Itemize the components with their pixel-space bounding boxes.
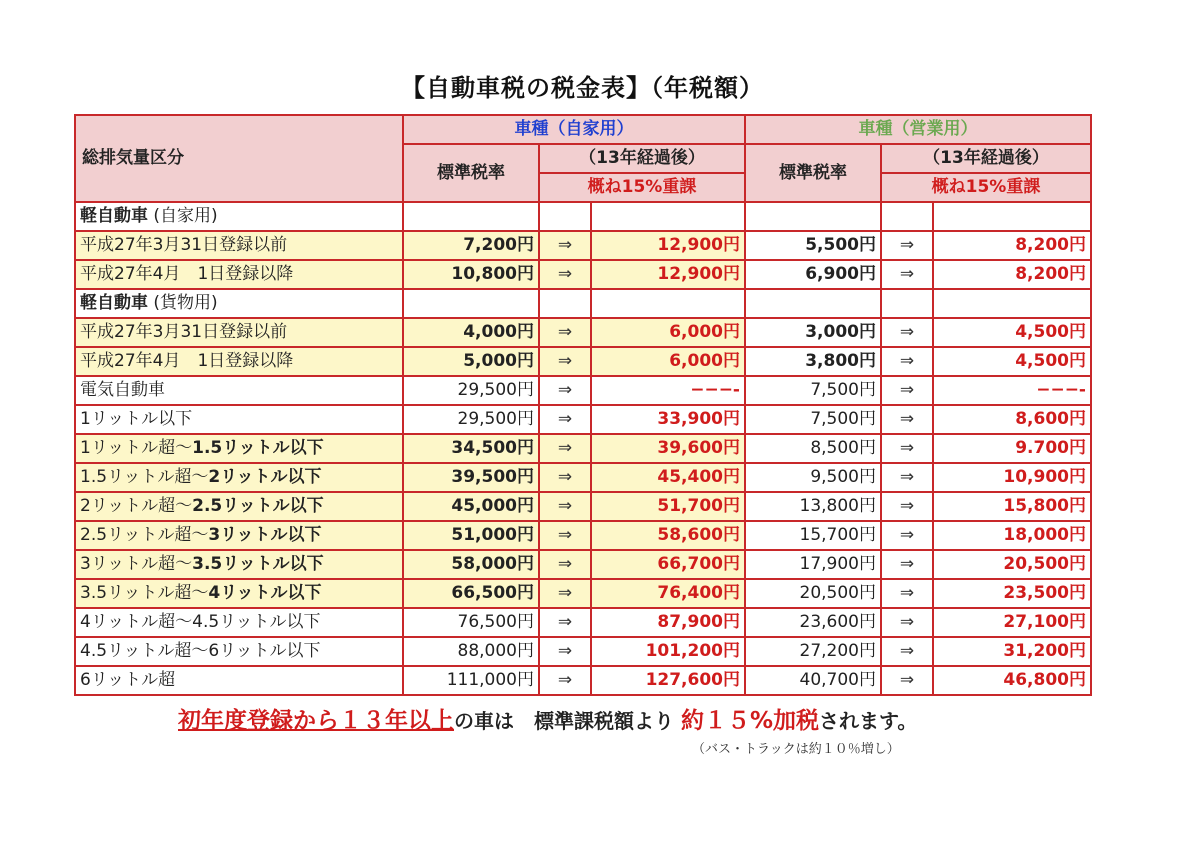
arrow-icon: ⇒	[539, 231, 591, 260]
commercial-surcharge-value: 31,200円	[933, 637, 1091, 666]
row-label: 1リットル超～1.5リットル以下	[75, 434, 403, 463]
commercial-surcharge-value: 8,200円	[933, 260, 1091, 289]
private-surcharge-value: 51,700円	[591, 492, 745, 521]
commercial-standard-rate-header: 標準税率	[745, 144, 881, 202]
commercial-surcharge-value: 46,800円	[933, 666, 1091, 695]
arrow-icon: ⇒	[539, 579, 591, 608]
private-standard-value: 5,000円	[403, 347, 539, 376]
arrow-icon: ⇒	[539, 347, 591, 376]
private-standard-value: 51,000円	[403, 521, 539, 550]
private-surcharge-value: 76,400円	[591, 579, 745, 608]
commercial-standard-value: 27,200円	[745, 637, 881, 666]
private-surcharge-value: 12,900円	[591, 231, 745, 260]
table-row	[75, 260, 1091, 289]
page-title: 【自動車税の税金表】（年税額）	[401, 74, 764, 102]
arrow-icon: ⇒	[539, 260, 591, 289]
arrow-icon: ⇒	[881, 376, 933, 405]
arrow-icon: ⇒	[881, 666, 933, 695]
arrow-icon: ⇒	[539, 666, 591, 695]
row-label: 平成27年3月31日登録以前	[75, 318, 403, 347]
commercial-surcharge-value: 20,500円	[933, 550, 1091, 579]
arrow-icon: ⇒	[881, 608, 933, 637]
private-standard-value: 58,000円	[403, 550, 539, 579]
header-row-1	[75, 115, 1091, 144]
commercial-standard-value: 5,500円	[745, 231, 881, 260]
commercial-after13-header: （13年経過後）	[881, 144, 1091, 173]
commercial-standard-value: 3,000円	[745, 318, 881, 347]
table-row	[75, 376, 1091, 405]
commercial-surcharge-value: 8,600円	[933, 405, 1091, 434]
arrow-icon: ⇒	[539, 376, 591, 405]
row-label: 3リットル超～3.5リットル以下	[75, 550, 403, 579]
commercial-standard-value: 23,600円	[745, 608, 881, 637]
arrow-icon: ⇒	[881, 521, 933, 550]
arrow-icon: ⇒	[539, 492, 591, 521]
private-standard-value: 4,000円	[403, 318, 539, 347]
row-label: 平成27年3月31日登録以前	[75, 231, 403, 260]
private-group-header: 車種（自家用）	[403, 115, 745, 144]
arrow-icon: ⇒	[539, 608, 591, 637]
private-standard-value: 66,500円	[403, 579, 539, 608]
row-label: 6リットル超	[75, 666, 403, 695]
private-surcharge-value: 45,400円	[591, 463, 745, 492]
row-label: 2リットル超～2.5リットル以下	[75, 492, 403, 521]
bus-truck-note: （バス・トラックは約１０％増し）	[692, 742, 900, 757]
commercial-standard-value: 6,900円	[745, 260, 881, 289]
commercial-surcharge-value: 18,000円	[933, 521, 1091, 550]
private-surcharge-value: 101,200円	[591, 637, 745, 666]
commercial-standard-value: 8,500円	[745, 434, 881, 463]
footer-rate: 約１５%加税	[680, 708, 820, 734]
kei-private-category-row	[75, 202, 1091, 231]
arrow-icon: ⇒	[881, 347, 933, 376]
private-surcharge-value: 39,600円	[591, 434, 745, 463]
category-header: 総排気量区分	[75, 115, 403, 202]
footer-years: １３年以上	[339, 708, 454, 734]
table-row	[75, 550, 1091, 579]
commercial-surcharge-value: 27,100円	[933, 608, 1091, 637]
row-label: 4リットル超～4.5リットル以下	[75, 608, 403, 637]
category-label: 軽自動車 (自家用)	[75, 202, 403, 231]
arrow-icon: ⇒	[539, 405, 591, 434]
private-standard-rate-header: 標準税率	[403, 144, 539, 202]
private-standard-value: 111,000円	[403, 666, 539, 695]
commercial-standard-value: 13,800円	[745, 492, 881, 521]
table-row	[75, 434, 1091, 463]
private-surcharge-value: 12,900円	[591, 260, 745, 289]
footer-text-end: されます。	[819, 709, 918, 733]
private-standard-value: 7,200円	[403, 231, 539, 260]
private-surcharge-value: 33,900円	[591, 405, 745, 434]
row-label: 4.5リットル超～6リットル以下	[75, 637, 403, 666]
private-standard-value: 45,000円	[403, 492, 539, 521]
private-surcharge-value: 87,900円	[591, 608, 745, 637]
private-standard-value: 76,500円	[403, 608, 539, 637]
private-standard-value: 34,500円	[403, 434, 539, 463]
arrow-icon: ⇒	[539, 318, 591, 347]
private-standard-value: 10,800円	[403, 260, 539, 289]
row-label: 平成27年4月 1日登録以降	[75, 260, 403, 289]
commercial-standard-value: 15,700円	[745, 521, 881, 550]
arrow-icon: ⇒	[539, 550, 591, 579]
arrow-icon: ⇒	[881, 434, 933, 463]
private-standard-value: 39,500円	[403, 463, 539, 492]
private-surcharge-value: −−−-	[591, 376, 745, 405]
commercial-standard-value: 20,500円	[745, 579, 881, 608]
commercial-surcharge-value: −−−-	[933, 376, 1091, 405]
arrow-icon: ⇒	[881, 463, 933, 492]
commercial-standard-value: 40,700円	[745, 666, 881, 695]
private-surcharge-value: 58,600円	[591, 521, 745, 550]
commercial-surcharge-value: 15,800円	[933, 492, 1091, 521]
arrow-icon: ⇒	[539, 463, 591, 492]
row-label: 1リットル以下	[75, 405, 403, 434]
arrow-icon: ⇒	[881, 550, 933, 579]
private-surcharge-value: 66,700円	[591, 550, 745, 579]
private-surcharge-value: 6,000円	[591, 347, 745, 376]
arrow-icon: ⇒	[881, 637, 933, 666]
row-label: 3.5リットル超～4リットル以下	[75, 579, 403, 608]
arrow-icon: ⇒	[881, 318, 933, 347]
arrow-icon: ⇒	[881, 579, 933, 608]
commercial-standard-value: 17,900円	[745, 550, 881, 579]
commercial-surcharge-value: 8,200円	[933, 231, 1091, 260]
commercial-standard-value: 7,500円	[745, 376, 881, 405]
table-row	[75, 492, 1091, 521]
table-row	[75, 347, 1091, 376]
commercial-surcharge-value: 23,500円	[933, 579, 1091, 608]
row-label: 2.5リットル超～3リットル以下	[75, 521, 403, 550]
table-row	[75, 405, 1091, 434]
private-standard-value: 29,500円	[403, 376, 539, 405]
private-surcharge-value: 6,000円	[591, 318, 745, 347]
tax-table	[74, 114, 1092, 696]
table-row	[75, 318, 1091, 347]
private-after13-header: （13年経過後）	[539, 144, 745, 173]
commercial-surcharge-value: 4,500円	[933, 318, 1091, 347]
arrow-icon: ⇒	[881, 405, 933, 434]
private-standard-value: 29,500円	[403, 405, 539, 434]
commercial-surcharge-header: 概ね15%重課	[881, 173, 1091, 202]
commercial-standard-value: 3,800円	[745, 347, 881, 376]
commercial-surcharge-value: 4,500円	[933, 347, 1091, 376]
table-row	[75, 521, 1091, 550]
footer-highlight: 初年度登録から	[178, 708, 339, 734]
category-label: 軽自動車 (貨物用)	[75, 289, 403, 318]
commercial-standard-value: 9,500円	[745, 463, 881, 492]
footer-notice	[178, 702, 917, 735]
table-row	[75, 666, 1091, 695]
kei-cargo-category-row	[75, 289, 1091, 318]
commercial-surcharge-value: 9.700円	[933, 434, 1091, 463]
arrow-icon: ⇒	[881, 492, 933, 521]
private-surcharge-header: 概ね15%重課	[539, 173, 745, 202]
row-label: 平成27年4月 1日登録以降	[75, 347, 403, 376]
commercial-surcharge-value: 10,900円	[933, 463, 1091, 492]
footer-text: の車は 標準課税額より	[454, 709, 681, 733]
table-row	[75, 231, 1091, 260]
private-surcharge-value: 127,600円	[591, 666, 745, 695]
arrow-icon: ⇒	[539, 637, 591, 666]
arrow-icon: ⇒	[881, 231, 933, 260]
table-row	[75, 579, 1091, 608]
table-row	[75, 637, 1091, 666]
row-label: 電気自動車	[75, 376, 403, 405]
table-row	[75, 463, 1091, 492]
arrow-icon: ⇒	[881, 260, 933, 289]
table-row	[75, 608, 1091, 637]
commercial-standard-value: 7,500円	[745, 405, 881, 434]
arrow-icon: ⇒	[539, 521, 591, 550]
arrow-icon: ⇒	[539, 434, 591, 463]
private-standard-value: 88,000円	[403, 637, 539, 666]
row-label: 1.5リットル超～2リットル以下	[75, 463, 403, 492]
commercial-group-header: 車種（営業用）	[745, 115, 1091, 144]
